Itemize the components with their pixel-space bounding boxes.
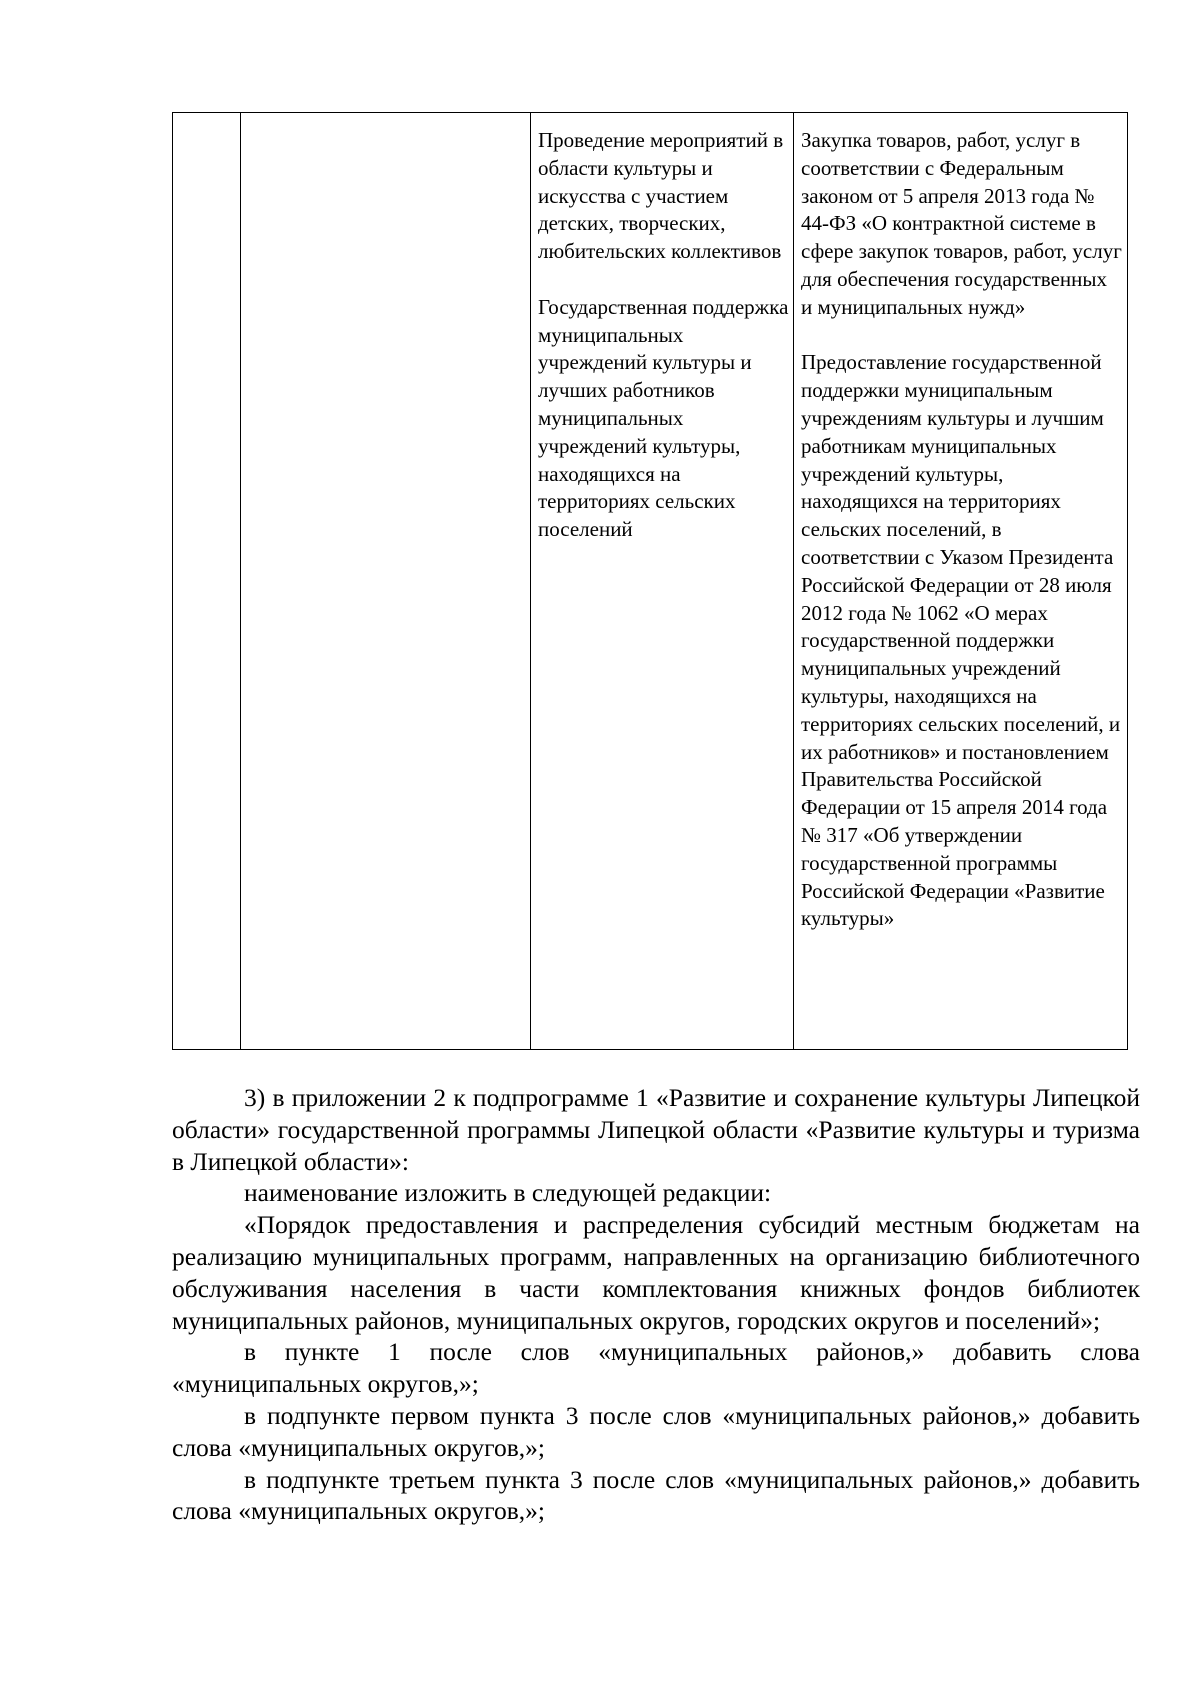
paragraph: наименование изложить в следующей редакции: [244, 1178, 772, 1208]
measures-table [172, 112, 1128, 1050]
table-cell-name [241, 113, 531, 1050]
description-item: Предоставление государственной поддержки муниципальным учреждениям культуры и лучшим работникам муниципальных учреждений культуры, находящихся на территориях сельских поселений, в соответствии с Указом Президента Российской Федерации от 28 июля 2012 года № 1062 «О мерах государственной поддержки муниципальных учреждений культуры, находящихся на территориях сельских поселений, и их работников» и постановлением Правительства Российской Федерации от 15 апреля 2014 года № 317 «Об утверждении государственной программы Российской Федерации «Развитие культуры» [801, 350, 1121, 931]
paragraph: в подпункте первом пункта 3 после слов «муниципальных районов,» добавить слова «муниципальных округов,»; [172, 1400, 1140, 1462]
measure-item: Проведение мероприятий в области культуры и искусства с участием детских, творческих, любительских коллективов [538, 128, 784, 264]
table-cell-measures [531, 113, 794, 1050]
paragraph: «Порядок предоставления и распределения субсидий местным бюджетам на реализацию муниципальных программ, направленных на организацию библиотечного обслуживания населения в части комплектования книжных фондов библиотек муниципальных районов, муниципальных округов, городских округов и поселений»; [172, 1210, 1140, 1335]
table-cell-description [794, 113, 1128, 1050]
paragraph: в пункте 1 после слов «муниципальных районов,» добавить слова «муниципальных округов,»; [172, 1337, 1140, 1399]
measure-item: Государственная поддержка муниципальных учреждений культуры и лучших работников муниципальных учреждений культуры, находящихся на территориях сельских поселений [538, 294, 789, 542]
table-cell-number [173, 113, 241, 1050]
paragraph: в подпункте третьем пункта 3 после слов «муниципальных районов,» добавить слова «муниципальных округов,»; [172, 1464, 1140, 1526]
table-row [173, 113, 1128, 1050]
paragraph: 3) в приложении 2 к подпрограмме 1 «Развитие и сохранение культуры Липецкой области» государственной программы Липецкой области «Развитие культуры и туризма в Липецкой области»: [172, 1083, 1140, 1176]
body-text [172, 1082, 1140, 1527]
description-item: Закупка товаров, работ, услуг в соответствии с Федеральным законом от 5 апреля 2013 года № 44-ФЗ «О контрактной системе в сфере закупок товаров, работ, услуг для обеспечения государственных и муниципальных нужд» [801, 128, 1122, 319]
